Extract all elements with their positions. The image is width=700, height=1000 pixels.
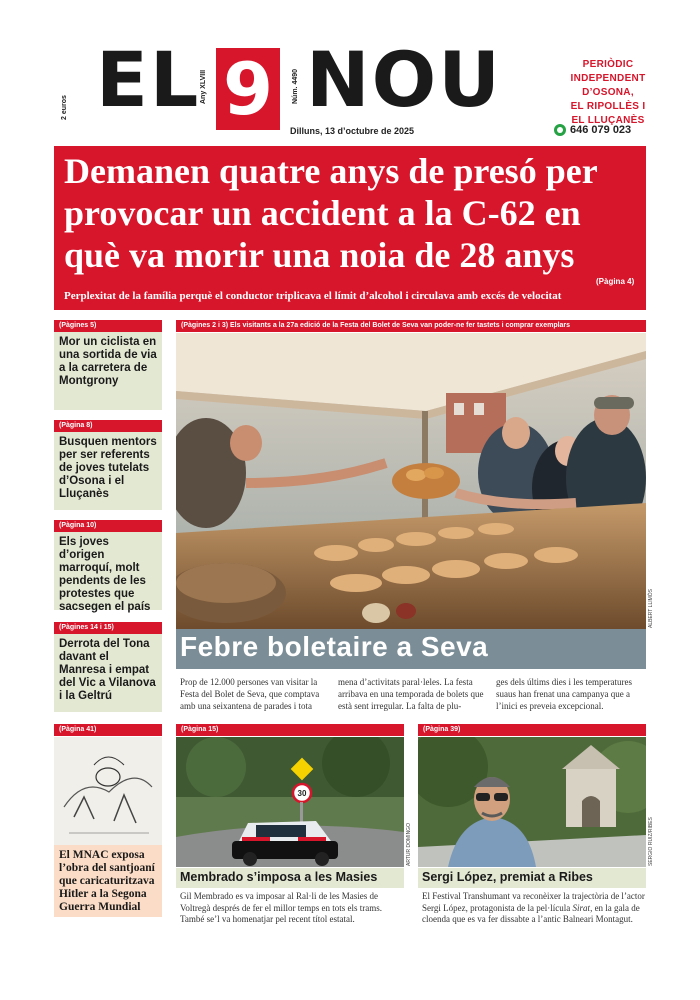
feature-body-col-1: Prop de 12.000 persones van visitar la Festa del Bolet de Seva, que comptava amb una seixantena de parades i tota (180, 677, 320, 711)
tagline-line: D’OSONA, (582, 87, 634, 98)
photo-credit: SERGIO RUIZ/RIBES (648, 817, 654, 866)
feature-body-col-2: mena d’activitats paral·leles. La festa arribava en una temporada de bolets que està sent irregular. La falta de plu- (338, 677, 484, 711)
whatsapp-contact[interactable] (554, 124, 631, 136)
mushroom-market-photo[interactable] (176, 333, 646, 629)
card-page-tag: (Pàgina 15) (176, 724, 404, 736)
brand-el: EL (96, 35, 201, 124)
brand-nou: NOU (306, 35, 502, 124)
brief-page-tag: (Pàgines 14 i 15) (54, 622, 162, 634)
caricature-image[interactable] (54, 737, 162, 845)
tagline-line: EL LLUÇANÈS (571, 115, 645, 126)
whatsapp-icon (554, 124, 566, 136)
actor-illustration (418, 737, 646, 867)
brief-headline: Derrota del Tona davant el Manresa i empat del Vic a Vilanova i la Geltrú (54, 634, 162, 712)
feature-headline[interactable]: Febre boletaire a Seva (180, 631, 489, 662)
price-text: 2 euros (61, 95, 68, 120)
market-illustration (176, 333, 646, 629)
lead-headline[interactable]: Demanen quatre anys de presó per provocar un accident a la C-62 en què va morir una noia de 28 anys (64, 151, 598, 275)
brief-card[interactable] (54, 622, 162, 712)
brief-headline: Els joves d’origen marroquí, molt pendents de les protestes que sacsegen el país (54, 532, 162, 610)
lead-subheadline: Perplexitat de la família perquè el conductor triplicava el límit d’alcohol i circulava amb excés de velocitat (64, 290, 562, 302)
feature-body-col-3: ges dels últims dies i les temperatures suaus han frenat una campanya que a l’inici es preveia excepcional. (496, 677, 632, 711)
film-title: Sirat (572, 902, 591, 913)
feature-caption-tag: (Pàgines 2 i 3) Els visitants a la 27a edició de la Festa del Bolet de Seva van poder-ne fer tastets i comprar exemplars (176, 320, 646, 332)
tagline-line: PERIÒDIC (582, 59, 634, 70)
rally-illustration (176, 737, 404, 867)
rally-body: Gil Membrado es va imposar al Ral·li de les Masies de Voltregà després de fer el millor temps en tots els trams. També se’l va homenatjar pel recent títol estatal. (180, 891, 383, 924)
rally-headline[interactable]: Membrado s’imposa a les Masies (180, 870, 378, 884)
brief-card[interactable] (54, 520, 162, 613)
tagline (548, 58, 668, 128)
actor-body-text: , en la gala de cloenda que es va fer dissabte a l’antic Balneari Montagut. (422, 902, 640, 924)
phone-number: 646 079 023 (570, 124, 632, 136)
tagline-line: EL RIPOLLÈS I (570, 101, 646, 112)
brief-page-tag: (Pàgines 5) (54, 320, 162, 332)
brief-card[interactable] (54, 320, 162, 410)
issue-date: Dilluns, 13 d’octubre de 2025 (290, 126, 415, 136)
actor-body-text: El Festival Transhumant va reconèixer la trajectòria de l’actor Sergi López, protagonista de la pel·lícula (422, 891, 645, 913)
speed-sign-label: 30 (297, 789, 307, 798)
price-label (58, 58, 72, 118)
mnac-headline[interactable]: El MNAC exposa l’obra del santjoaní que caricaturitzava Hitler a la Segona Guerra Mundial (54, 845, 162, 917)
brief-card[interactable] (54, 420, 162, 510)
actor-headline[interactable]: Sergi López, premiat a Ribes (422, 870, 593, 884)
lead-page-ref: (Pàgina 4) (596, 277, 635, 286)
actor-body (422, 891, 646, 926)
tagline-line: INDEPENDENT (570, 73, 646, 84)
brief-headline: Mor un ciclista en una sortida de via a la carretera de Montgrony (54, 332, 162, 410)
volume-year: Any XLVIII (200, 69, 207, 104)
brief-page-tag: (Pàgina 8) (54, 420, 162, 432)
caricature-drawing (54, 737, 162, 845)
rally-photo[interactable] (176, 737, 404, 867)
actor-photo[interactable] (418, 737, 646, 867)
brief-page-tag: (Pàgina 10) (54, 520, 162, 532)
card-page-tag: (Pàgina 41) (54, 724, 162, 736)
brand-logo-nine: 9 (216, 48, 280, 130)
brief-headline: Busquen mentors per ser referents de joves tutelats d’Osona i el Lluçanès (54, 432, 162, 510)
photo-credit: ALBERT LLIMÓS (648, 589, 654, 628)
card-page-tag: (Pàgina 39) (418, 724, 646, 736)
photo-credit: ARTUR DOMINGO (406, 823, 412, 866)
issue-number: Núm. 4490 (292, 68, 299, 104)
